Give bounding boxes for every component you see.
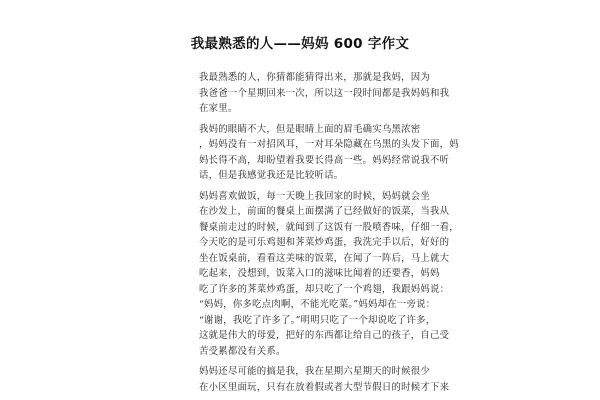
text-line: 在小区里面玩，只有在放着假或者大型节假日的时候才下来 [199,381,450,393]
text-line: 餐桌前走过的时候，就闻到了这饭有一股喷香味，仔细一看， [199,221,459,233]
text-line: “妈妈，你多吃点肉啊，不能光吃菜。”妈妈却在一旁说： [199,299,436,310]
text-line: 妈长得不高，却盼望着我要长得高一些。妈妈经常说我不听 [199,154,450,166]
text-line: 吃起来，没想到，饭菜入口的滋味比闻着的还要香，妈妈 [199,268,440,279]
text-line: “谢谢，我吃了许多了。”明明只吃了一个却说吃了许多， [199,314,436,326]
text-line: 这就是伟大的母爱，把好的东西都让给自己的孩子，自己受 [199,330,450,341]
text-line: 我最熟悉的人，你猜都能猜得出来，那就是我妈，因为 [199,72,431,83]
essay-title: 我最熟悉的人——妈妈 600 字作文 [190,36,410,52]
text-line: 妈妈喜欢做饭，每一天晚上我回家的时候，妈妈就会坐 [199,190,431,202]
text-line: 我妈的眼睛不大，但是眼睛上面的眉毛确实乌黑浓密 [199,123,421,135]
text-line: 坐在饭桌前，看看这美味的饭菜，在闻了一阵后，马上就大 [199,252,450,264]
essay-body [199,70,459,395]
text-line: 吃了许多的荠菜炒鸡蛋，却只吃了一个鸡翅，我跟妈妈说： [199,283,450,295]
text-line: 妈妈还尽可能的搞是我，我在星期六星期天的时候很少 [199,366,431,377]
text-line: 苦受累都没有关系。 [199,345,286,357]
text-line: 在家里。 [199,103,238,114]
text-line: 在沙发上，前面的餐桌上面摆满了已经做好的饭菜，当我从 [199,206,450,217]
text-line: ，妈妈没有一对招风耳，一对耳朵隐藏在乌黑的头发下面，妈 [199,139,459,150]
text-line: 我爸爸一个星期回来一次，所以这一段时间都是我妈妈和我 [199,87,450,99]
text-line: 话，但是我感觉我还是比较听话。 [199,170,344,181]
text-line: 今天吃的是可乐鸡翅和荠菜炒鸡蛋，我洗完手以后，好好的 [199,237,450,248]
